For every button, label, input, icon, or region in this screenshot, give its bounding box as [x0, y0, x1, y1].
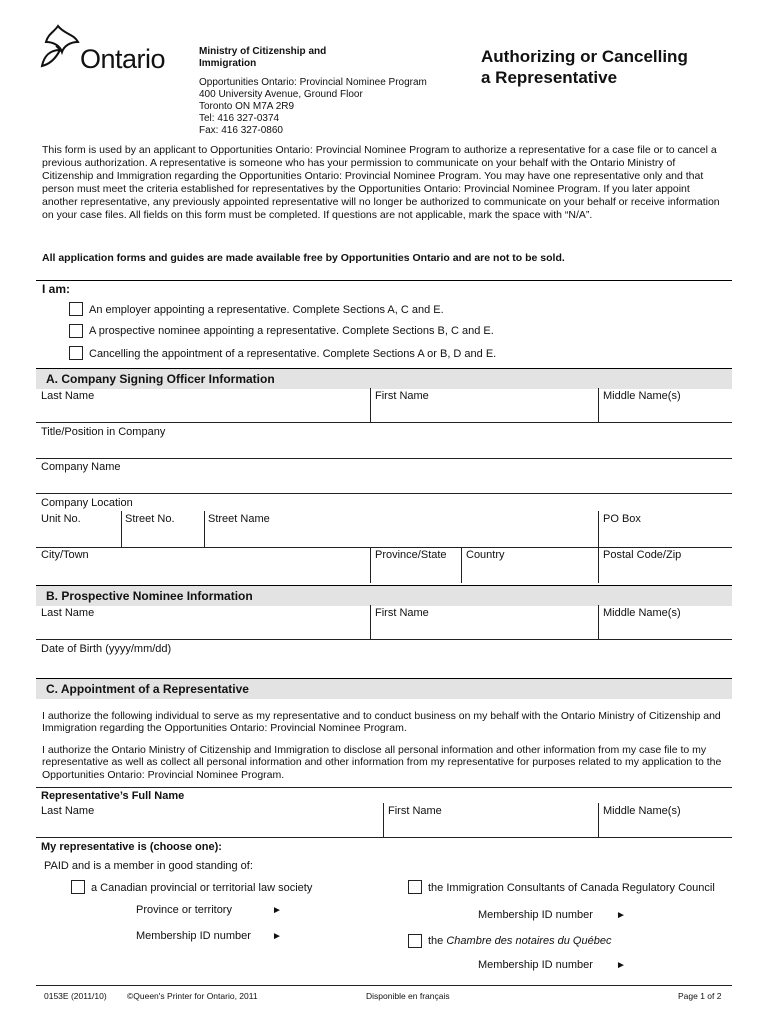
ministry-address	[199, 77, 427, 137]
chambre-label	[428, 935, 611, 947]
iam-label: I am:	[42, 282, 71, 296]
ministry-name: Ministry of Citizenship and Immigration	[199, 46, 327, 69]
divider	[370, 547, 371, 583]
address-line: Toronto ON M7A 2R9	[199, 101, 295, 112]
c-first-name-field[interactable]: First Name	[388, 805, 442, 817]
nominee-checkbox[interactable]	[69, 324, 83, 338]
ontario-trillium-logo	[34, 22, 82, 70]
divider	[383, 803, 384, 837]
divider	[370, 388, 371, 422]
intro-paragraph: This form is used by an applicant to Opportunities Ontario: Provincial Nominee Program to authorize a representative for a case file or to cancel a previous authorization. A representative is someone who has your permission to communicate on your behalf with the Ontario Ministry of Citizenship and Immigration regarding the Opportunities Ontario: Provincial Nominee Program. You may have one representative only and that person must meet the criteria established for representatives by the Opportunities Ontario: Provincial Nominee Program. If you later appoint another representative, any previously appointed representative will no longer be authorized to communicate on your behalf or receive information on your case files. All fields on this form must be completed. If questions are not applicable, mark the space with “N/A”.	[42, 144, 720, 222]
c-authorize-paragraph: I authorize the following individual to serve as my representative and to conduct business on my behalf with the Ontario Ministry of Citizenship and Immigration regarding the Opportunities Ontario: Provincial Nominee Program.	[42, 710, 721, 735]
a-last-name-field[interactable]: Last Name	[41, 390, 95, 402]
a-first-name-field[interactable]: First Name	[375, 390, 429, 402]
cancel-option-label: Cancelling the appointment of a representative. Complete Sections A or B, D and E.	[89, 348, 497, 360]
c-middle-names-field[interactable]: Middle Name(s)	[603, 805, 681, 817]
section-b-title: B. Prospective Nominee Information	[46, 589, 253, 603]
section-c-header	[36, 678, 732, 699]
chambre-prefix: the	[428, 935, 447, 947]
section-b-header	[36, 585, 732, 606]
divider	[36, 422, 732, 423]
b-middle-names-field[interactable]: Middle Name(s)	[603, 607, 681, 619]
chambre-name: Chambre des notaires du Québec	[446, 935, 612, 947]
french-available: Disponible en français	[366, 991, 450, 1001]
arrow-right-icon: ►	[616, 960, 626, 971]
arrow-right-icon: ►	[272, 931, 282, 942]
section-a-header	[36, 368, 732, 389]
footer-divider	[36, 985, 732, 986]
a-province-field[interactable]: Province/State	[375, 549, 447, 561]
a-po-box-field[interactable]: PO Box	[603, 513, 641, 525]
copyright: ©Queen's Printer for Ontario, 2011	[127, 991, 258, 1001]
form-title	[481, 46, 721, 88]
law-membership-id-label: Membership ID number	[136, 930, 251, 942]
address-line: 400 University Avenue, Ground Floor	[199, 89, 363, 100]
a-middle-names-field[interactable]: Middle Name(s)	[603, 390, 681, 402]
c-last-name-field[interactable]: Last Name	[41, 805, 95, 817]
address-line: Fax: 416 327-0860	[199, 125, 283, 136]
divider	[370, 605, 371, 639]
c-disclose-paragraph: I authorize the Ontario Ministry of Citizenship and Immigration to disclose all personal information and other information from my case file to my representative as well as collect all personal information and other information from my representative for purposes related to my application to the Opportunities Ontario: Provincial Nominee Program.	[42, 744, 722, 781]
arrow-right-icon: ►	[272, 905, 282, 916]
divider	[598, 388, 599, 422]
divider	[36, 493, 732, 494]
b-first-name-field[interactable]: First Name	[375, 607, 429, 619]
iccrc-membership-id-label: Membership ID number	[478, 909, 593, 921]
divider	[36, 837, 732, 838]
iam-divider	[36, 280, 732, 295]
a-city-field[interactable]: City/Town	[41, 549, 89, 561]
b-last-name-field[interactable]: Last Name	[41, 607, 95, 619]
divider	[36, 639, 732, 640]
section-a-title: A. Company Signing Officer Information	[46, 372, 275, 386]
a-unit-no-field[interactable]: Unit No.	[41, 513, 81, 525]
c-my-rep-label: My representative is (choose one):	[41, 841, 222, 853]
iccrc-checkbox[interactable]	[408, 880, 422, 894]
law-society-label: a Canadian provincial or territorial law society	[91, 882, 313, 894]
form-title-line2: a Representative	[481, 68, 618, 87]
employer-checkbox[interactable]	[69, 302, 83, 316]
cancel-checkbox[interactable]	[69, 346, 83, 360]
divider	[36, 458, 732, 459]
logo-wordmark: Ontario	[80, 44, 166, 74]
page-number: Page 1 of 2	[678, 991, 722, 1001]
a-company-name-field[interactable]: Company Name	[41, 461, 121, 473]
form-number: 0153E (2011/10)	[44, 991, 107, 1001]
employer-option-label: An employer appointing a representative. Complete Sections A, C and E.	[89, 304, 444, 316]
a-postal-code-field[interactable]: Postal Code/Zip	[603, 549, 682, 561]
section-c-title: C. Appointment of a Representative	[46, 682, 249, 696]
chambre-checkbox[interactable]	[408, 934, 422, 948]
chambre-membership-id-label: Membership ID number	[478, 959, 593, 971]
b-dob-field[interactable]: Date of Birth (yyyy/mm/dd)	[41, 643, 172, 655]
a-company-location-label: Company Location	[41, 497, 133, 509]
arrow-right-icon: ►	[616, 910, 626, 921]
form-title-line1: Authorizing or Cancelling	[481, 47, 688, 66]
province-territory-label: Province or territory	[136, 904, 232, 916]
a-title-position-field[interactable]: Title/Position in Company	[41, 426, 166, 438]
divider	[204, 511, 205, 547]
a-street-name-field[interactable]: Street Name	[208, 513, 270, 525]
divider	[598, 605, 599, 639]
law-society-checkbox[interactable]	[71, 880, 85, 894]
divider	[36, 787, 732, 788]
free-forms-notice: All application forms and guides are made available free by Opportunities Ontario and are not to be sold.	[42, 252, 565, 264]
divider	[461, 547, 462, 583]
address-line: Tel: 416 327-0374	[199, 113, 280, 124]
divider	[121, 511, 122, 547]
divider	[598, 547, 599, 583]
address-line: Opportunities Ontario: Provincial Nominee Program	[199, 77, 427, 88]
c-paid-member-label: PAID and is a member in good standing of:	[44, 860, 253, 872]
a-country-field[interactable]: Country	[466, 549, 505, 561]
divider	[598, 803, 599, 837]
divider	[598, 511, 599, 547]
a-street-no-field[interactable]: Street No.	[125, 513, 175, 525]
c-rep-full-name-label: Representative’s Full Name	[41, 790, 185, 802]
iccrc-label: the Immigration Consultants of Canada Regulatory Council	[428, 882, 715, 894]
divider	[36, 547, 732, 548]
nominee-option-label: A prospective nominee appointing a representative. Complete Sections B, C and E.	[89, 325, 494, 337]
